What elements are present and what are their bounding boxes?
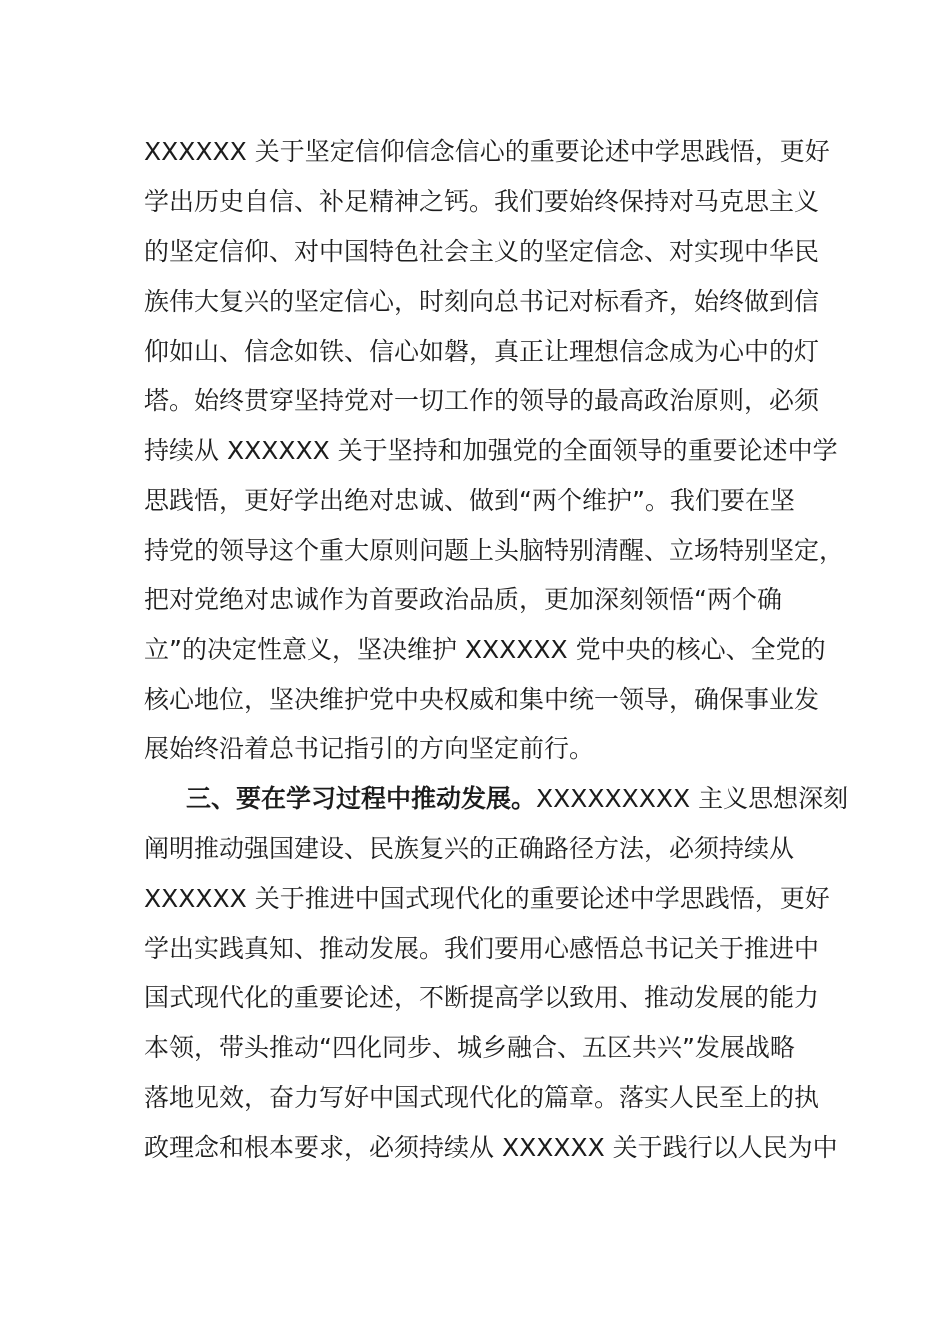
- text-line: 学出实践真知、推动发展。我们要用心感悟总书记关于推进中: [144, 934, 820, 963]
- text-line: XXXXXX 关于坚定信仰信念信心的重要论述中学思践悟，更好: [144, 137, 830, 166]
- text-line: 持党的领导这个重大原则问题上头脑特别清醒、立场特别坚定，: [144, 536, 845, 565]
- section-first-line: [186, 784, 848, 814]
- text-line: 思践悟，更好学出绝对忠诚、做到“两个维护”。我们要在坚: [144, 486, 795, 515]
- text-line: 仰如山、信念如铁、信心如磐，真正让理想信念成为心中的灯: [144, 337, 820, 366]
- text-line: 落地见效，奋力写好中国式现代化的篇章。落实人民至上的执: [144, 1083, 820, 1112]
- text-line: 国式现代化的重要论述，不断提高学以致用、推动发展的能力: [144, 983, 820, 1012]
- text-line: 展始终沿着总书记指引的方向坚定前行。: [144, 734, 595, 763]
- text-line: 把对党绝对忠诚作为首要政治品质，更加深刻领悟“两个确: [144, 585, 782, 614]
- text-line: 立”的决定性意义，坚决维护 XXXXXX 党中央的核心、全党的: [144, 635, 826, 664]
- section-heading: 三、要在学习过程中推动发展。: [186, 784, 537, 813]
- text-line: 阐明推动强国建设、民族复兴的正确路径方法，必须持续从: [144, 834, 795, 863]
- text-line: 学出历史自信、补足精神之钙。我们要始终保持对马克思主义: [144, 187, 820, 216]
- text-line: 持续从 XXXXXX 关于坚持和加强党的全面领导的重要论述中学: [144, 436, 838, 465]
- text-line: 塔。始终贯穿坚持党对一切工作的领导的最高政治原则，必须: [144, 386, 820, 415]
- text-line: 族伟大复兴的坚定信心，时刻向总书记对标看齐，始终做到信: [144, 287, 820, 316]
- text-line: 政理念和根本要求，必须持续从 XXXXXX 关于践行以人民为中: [144, 1133, 838, 1162]
- text-line: 核心地位，坚决维护党中央权威和集中统一领导，确保事业发: [144, 685, 820, 714]
- text-line: XXXXXX 关于推进中国式现代化的重要论述中学思践悟，更好: [144, 884, 830, 913]
- text-line: 本领，带头推动“四化同步、城乡融合、五区共兴”发展战略: [144, 1033, 795, 1062]
- text-line: 的坚定信仰、对中国特色社会主义的坚定信念、对实现中华民: [144, 237, 820, 266]
- section-first-line-text: XXXXXXXXX 主义思想深刻: [536, 784, 849, 813]
